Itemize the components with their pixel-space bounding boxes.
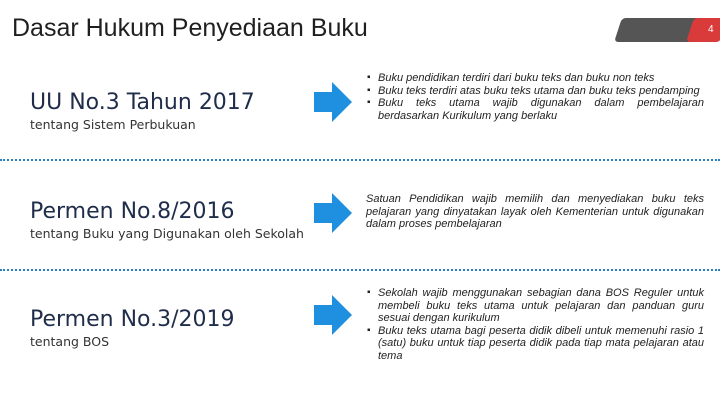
page-title: Dasar Hukum Penyediaan Buku [12, 14, 368, 42]
slide-tabs [612, 18, 720, 44]
law-subtitle: tentang Sistem Perbukuan [30, 117, 196, 132]
description-list [366, 287, 704, 362]
divider [0, 159, 720, 161]
list-item: ▪ Buku teks utama wajib digunakan dalam pembelajaran berdasarkan Kurikulum yang berlaku [366, 97, 704, 122]
arrow-right-icon [314, 193, 352, 233]
page-number: 4 [708, 24, 714, 35]
law-subtitle: tentang BOS [30, 334, 110, 349]
arrow-right-icon [314, 295, 352, 335]
divider [0, 269, 720, 271]
list-item: ▪ Buku pendidikan terdiri dari buku teks dan buku non teks [366, 72, 704, 85]
list-item: ▪ Buku teks utama bagi peserta didik dibeli untuk memenuhi rasio 1 (satu) buku untuk tiap peserta didik pada tiap mata pelajaran atau tema [366, 325, 704, 363]
law-title: Permen No.3/2019 [30, 307, 235, 332]
description-paragraph: Satuan Pendidikan wajib memilih dan menyediakan buku teks pelajaran yang dinyatakan layak oleh Kementerian untuk digunakan dalam proses pembelajaran [366, 193, 704, 230]
law-title: Permen No.8/2016 [30, 199, 235, 224]
list-item: ▪ Buku teks terdiri atas buku teks utama dan buku teks pendamping [366, 85, 704, 98]
law-subtitle: tentang Buku yang Digunakan oleh Sekolah [30, 226, 304, 241]
description-list [366, 72, 704, 122]
arrow-right-icon [314, 82, 352, 122]
list-item: ▪ Sekolah wajib menggunakan sebagian dana BOS Reguler untuk membeli buku teks utama untuk pelajaran dan panduan guru sesuai dengan kurikulum [366, 287, 704, 325]
law-title: UU No.3 Tahun 2017 [30, 90, 255, 115]
